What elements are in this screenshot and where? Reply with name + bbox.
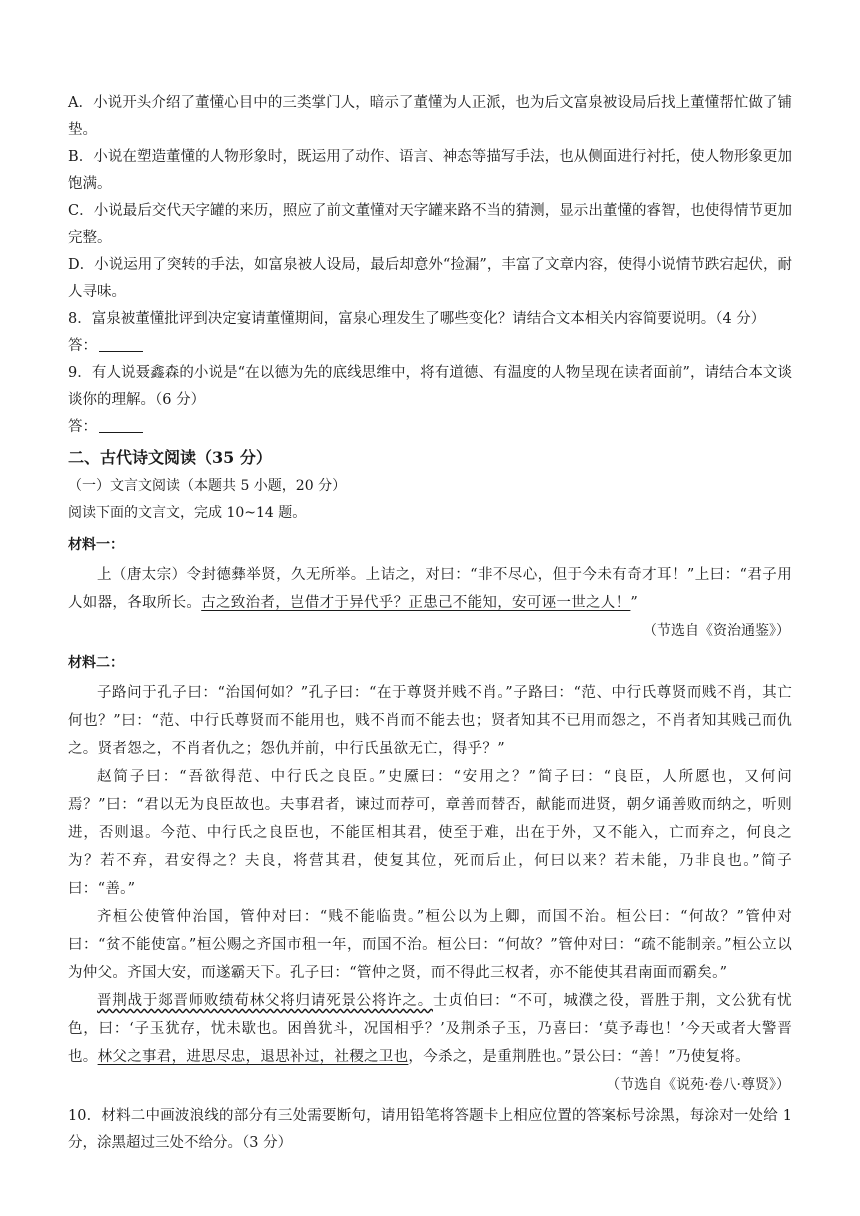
material-2-para-2: 赵简子曰：“吾欲得范、中行氏之良臣。”史黡曰：“安用之？”简子曰：“良臣，人所愿也，又何问焉？”曰：“君以无为良臣故也。夫事君者，谏过而荐可，章善而替否，献能而进贤，朝夕诵善败而纳之，听则进，否则退。今范、中行氏之良臣也，不能匡相其君，使至于难，出在于外，又不能入，亡而弃之，何良之为？若不弃，君安得之？夫良，将营其君，使复其位，死而后止，何曰以来？若未能，乃非良也。”简子曰：“善。” [68, 769, 792, 897]
answer-blank[interactable] [99, 417, 143, 433]
subsection-title: （一）文言文阅读（本题共 5 小题，20 分） [68, 478, 347, 494]
question-9: 9．有人说聂鑫森的小说是“在以德为先的底线思维中，将有道德、有温度的人物呈现在读者面前”，请结合本文谈谈你的理解。（6 分） [68, 365, 792, 408]
material-1-text-before: 上（唐太宗）令封德彝举贤，久无所举。上诘之，对曰：“非不尽心，但于今未有奇才耳！”上曰：“君子用人如器，各取所长。 [68, 567, 792, 611]
material-2-para-4 [68, 987, 792, 1071]
wavy-underlined-passage: 晋荆战于郯晋师败绩荀林父将归请死景公将许之。 [97, 993, 433, 1009]
question-8: 8．富泉被董懂批评到决定宴请董懂期间，富泉心理发生了哪些变化？请结合文本相关内容简要说明。（4 分） [68, 311, 766, 327]
question-10: 10．材料二中画波浪线的部分有三处需要断句，请用铅笔将答题卡上相应位置的答案标号涂黑，每涂对一处给 1 分，涂黑超过三处不给分。（3 分） [68, 1108, 792, 1151]
answer-8 [68, 333, 792, 360]
option-a: A．小说开头介绍了董懂心目中的三类掌门人，暗示了董懂为人正派，也为后文富泉被设局后找上董懂帮忙做了铺垫。 [68, 95, 792, 138]
material-1-text-after: ” [630, 595, 639, 611]
answer-9 [68, 414, 792, 441]
option-d: D．小说运用了突转的手法，如富泉被人设局，最后却意外“捡漏”，丰富了文章内容，使得小说情节跌宕起伏，耐人寻味。 [68, 257, 792, 300]
material-2-para-1: 子路问于孔子曰：“治国何如？”孔子曰：“在于尊贤并贱不肖。”子路曰：“范、中行氏尊贤而贱不肖，其亡何也？”曰：“范、中行氏尊贤而不能用也，贱不肖而不能去也；贤者知其不已用而怨之，不肖者知其贱己而仇之。贤者怨之，不肖者仇之；怨仇并前，中行氏虽欲无亡，得乎？” [68, 685, 792, 757]
option-c: C．小说最后交代天字罐的来历，照应了前文董懂对天字罐来路不当的猜测，显示出董懂的睿智，也使得情节更加完整。 [68, 203, 792, 246]
material-1-source: （节选自《资治通鉴》） [643, 623, 790, 639]
reading-instruction: 阅读下面的文言文，完成 10~14 题。 [68, 505, 307, 521]
material-2-para-3: 齐桓公使管仲治国，管仲对曰：“贱不能临贵。”桓公以为上卿，而国不治。桓公曰：“何故？”管仲对曰：“贫不能使富。”桓公赐之齐国市租一年，而国不治。桓公曰：“何故？”管仲对曰：“疏不能制亲。”桓公立以为仲父。齐国大安，而遂霸天下。孔子曰：“管仲之贤，而不得此三权者，亦不能使其君南面而霸矣。” [68, 909, 792, 981]
option-b: B．小说在塑造董懂的人物形象时，既运用了动作、语言、神态等描写手法，也从侧面进行衬托，使人物形象更加饱满。 [68, 149, 792, 192]
section-title: 二、古代诗文阅读（35 分） [68, 448, 272, 467]
answer-label: 答： [68, 338, 97, 354]
material-2-para-4-end: ，今杀之，是重荆胜也。”景公曰：“善！”乃使复将。 [408, 1049, 750, 1065]
underlined-sentence: 林父之事君，进思尽忠，退思补过，社稷之卫也 [97, 1049, 409, 1065]
material-2-source: （节选自《说苑·卷八·尊贤》） [606, 1077, 790, 1093]
material-1-heading: 材料一： [68, 537, 124, 553]
answer-label: 答： [68, 419, 97, 435]
material-2-para-4-mid: 士贞伯曰：“不可，城濮之役，晋胜于荆，文公犹有忧色，曰：‘子玉犹存，忧未歇也。困兽犹斗，况国相乎？’及荆杀子玉，乃喜曰：‘莫予毒也！’今天或者大警晋也。 [68, 993, 792, 1065]
material-1-text [68, 561, 792, 617]
answer-blank[interactable] [99, 336, 143, 352]
material-2-heading: 材料二： [68, 655, 124, 671]
material-1-underlined-sentence: 古之致治者，岂借才于异代乎？正患己不能知，安可诬一世之人！ [201, 595, 631, 611]
